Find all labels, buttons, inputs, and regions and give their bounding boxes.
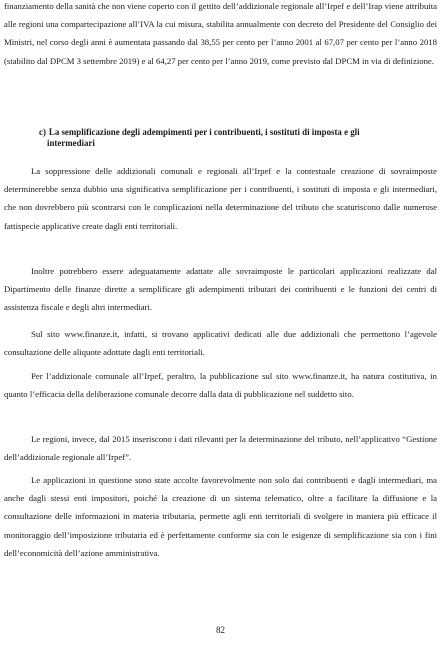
- paragraph-6: Le applicazioni in questione sono state accolte favorevolmente non solo dai contribuenti e dagli intermediari, ma anche dagli stessi enti impositori, poiché la creazione di un sistema telematico, oltre a facilitare la diffusione e la consultazione delle informazioni in materia tributaria, permette agli enti territoriali di svolgere in maniera più efficace il monitoraggio dell’imposizione tributaria ed è perfettamente conforme sia con le esigenze di semplificazione sia con i fini dell’economicità dell’azione amministrativa.: [4, 475, 437, 558]
- paragraph-3: Sul sito www.finanze.it, infatti, si trovano applicativi dedicati alle due addizionali che permettono l’agevole consultazione delle aliquote adottate dagli enti territoriali.: [4, 329, 437, 358]
- paragraph-5: Le regioni, invece, dal 2015 inseriscono i dati rilevanti per la determinazione del tributo, nell’applicativo “Gestione dell’addizionale regionale all’Irpef”.: [4, 434, 437, 463]
- section-title-line1: La semplificazione degli adempimenti per i contribuenti, i sostituti di imposta e gli: [48, 127, 360, 137]
- section-heading: [39, 127, 435, 149]
- section-title-line2: intermediari: [47, 138, 95, 148]
- section-marker: c): [39, 127, 46, 137]
- paragraph-4: Per l’addizionale comunale all’Irpef, peraltro, la pubblicazione sul sito www.finanze.it, ha natura costitutiva, in quanto l’efficacia della deliberazione comunale decorre dalla data di pubblicazione nel suddetto sito.: [4, 371, 437, 400]
- intro-paragraph: finanziamento della sanità che non viene coperto con il gettito dell’addizionale regionale all’Irpef e dell’Irap viene attribuita alle regioni una compartecipazione all’IVA la cui misura, stabilita annualmente con decreto del Presidente del Consiglio dei Ministri, nel corso degli anni è aumentata passando dal 38,55 per cento per l’anno 2001 al 67,07 per cento per l’anno 2018 (stabilito dal DPCM 3 settembre 2019) e al 64,27 per cento per l’anno 2019, come previsto dal DPCM in via di definizione.: [4, 1, 437, 66]
- paragraph-2: Inoltre potrebbero essere adeguatamente adattate alle sovraimposte le particolari applicazioni realizzate dal Dipartimento delle finanze dirette a semplificare gli adempimenti tributari dei contribuenti e le funzioni dei centri di assistenza fiscale e degli altri intermediari.: [4, 266, 437, 313]
- paragraph-1: La soppressione delle addizionali comunali e regionali all’Irpef e la contestuale creazione di sovraimposte determinerebbe senza dubbio una significativa semplificazione per i contribuenti, i sostituti di imposta e gli intermediari, che non dovrebbero più scontrarsi con le complicazioni nella determinazione del tributo che scaturiscono dalle numerose fattispecie applicative create dagli enti territoriali.: [4, 166, 437, 231]
- page-number: 82: [216, 625, 225, 635]
